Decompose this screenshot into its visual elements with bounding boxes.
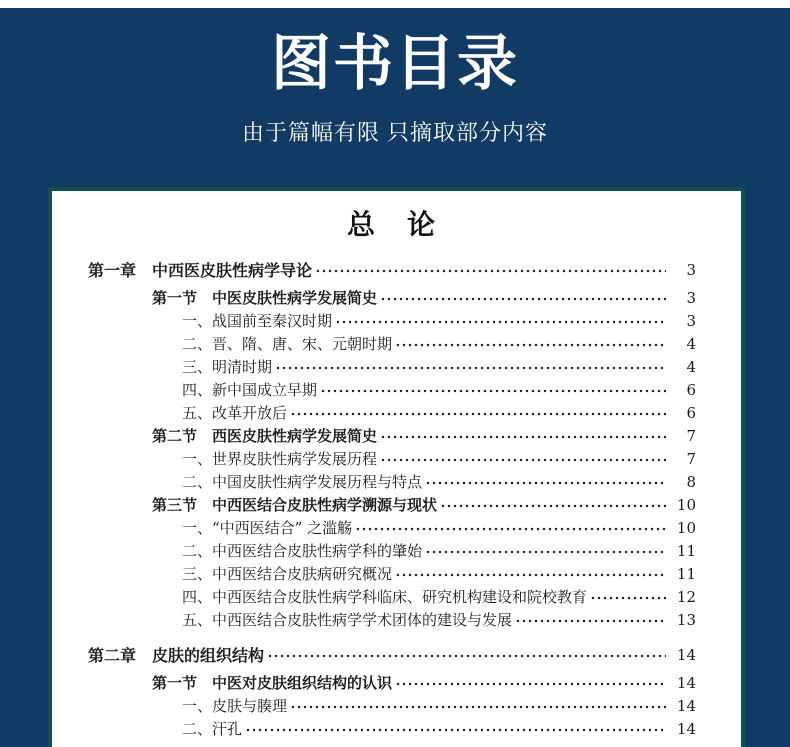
toc-entry-page: 7: [686, 427, 696, 445]
toc-entry: [88, 718, 696, 741]
toc-entry-page: 11: [676, 542, 696, 560]
dot-leader: [267, 644, 666, 667]
toc-entry: [88, 259, 696, 282]
toc-entry-page: 4: [686, 335, 696, 353]
toc-entry-page: 14: [676, 720, 696, 738]
dot-leader: [440, 494, 666, 517]
toc-entry-label: 第二章 皮肤的组织结构: [88, 646, 265, 665]
toc-entry-label: 一、皮肤与腠理: [182, 697, 288, 715]
toc-entry: [88, 471, 696, 494]
toc-entry-label: 四、新中国成立早期: [182, 381, 318, 399]
dot-leader: [515, 609, 666, 632]
toc-entry-label: 三、明清时期: [182, 358, 273, 376]
dot-leader: [315, 259, 666, 282]
toc-entry-page: 4: [686, 358, 696, 376]
toc-entry-label: 第一节 中医皮肤性病学发展简史: [152, 289, 378, 307]
dot-leader: [395, 333, 666, 356]
toc-entry: [88, 379, 696, 402]
dot-leader: [275, 356, 666, 379]
toc-entry: [88, 586, 696, 609]
dot-leader: [380, 425, 666, 448]
toc-entry: [88, 609, 696, 632]
dot-leader: [395, 672, 666, 695]
dot-leader: [245, 718, 666, 741]
dot-leader: [290, 695, 666, 718]
toc-entry-label: 二、中西医结合皮肤性病学科的肇始: [182, 542, 423, 560]
toc-entry-page: 3: [686, 289, 696, 307]
toc-entry-label: 第三节 中西医结合皮肤性病学溯源与现状: [152, 496, 438, 514]
toc-list: [88, 259, 696, 741]
toc-entry: [88, 356, 696, 379]
toc-entry-label: 二、中国皮肤性病学发展历程与特点: [182, 473, 423, 491]
toc-entry-label: 第一节 中医对皮肤组织结构的认识: [152, 674, 393, 692]
toc-entry: [88, 540, 696, 563]
dot-leader: [290, 402, 666, 425]
banner-title: 图书目录: [271, 30, 519, 97]
dot-leader: [425, 540, 666, 563]
toc-entry: [88, 425, 696, 448]
toc-entry-label: 一、“中西医结合” 之滥觞: [182, 519, 353, 537]
toc-entry-page: 8: [686, 473, 696, 491]
dot-leader: [395, 563, 666, 586]
dot-leader: [320, 379, 666, 402]
toc-entry-page: 14: [676, 697, 696, 715]
toc-entry-page: 3: [686, 312, 696, 330]
dot-leader: [380, 448, 666, 471]
toc-entry-label: 一、世界皮肤性病学发展历程: [182, 450, 378, 468]
toc-entry-label: 五、中西医结合皮肤性病学学术团体的建设与发展: [182, 611, 513, 629]
toc-entry: [88, 287, 696, 310]
dot-leader: [335, 310, 666, 333]
toc-entry-page: 7: [686, 450, 696, 468]
banner: [0, 30, 790, 147]
toc-entry: [88, 563, 696, 586]
toc-entry-page: 6: [686, 381, 696, 399]
toc-entry-label: 第二节 西医皮肤性病学发展简史: [152, 427, 378, 445]
toc-entry-page: 12: [676, 588, 696, 606]
toc-entry-page: 3: [686, 261, 696, 279]
toc-entry: [88, 644, 696, 667]
toc-entry-page: 14: [676, 674, 696, 692]
toc-entry: [88, 695, 696, 718]
toc-entry: [88, 448, 696, 471]
toc-entry: [88, 333, 696, 356]
toc-entry-page: 13: [676, 611, 696, 629]
toc-entry-page: 11: [676, 565, 696, 583]
toc-entry-label: 一、战国前至秦汉时期: [182, 312, 333, 330]
toc-entry-label: 四、中西医结合皮肤性病学科临床、研究机构建设和院校教育: [182, 588, 588, 606]
dot-leader: [380, 287, 666, 310]
toc-entry-label: 五、改革开放后: [182, 404, 288, 422]
toc-entry-page: 10: [676, 519, 696, 537]
toc-entry-label: 二、晋、隋、唐、宋、元朝时期: [182, 335, 393, 353]
toc-entry: [88, 310, 696, 333]
dot-leader: [355, 517, 666, 540]
dot-leader: [590, 586, 666, 609]
toc-entry-page: 14: [676, 646, 696, 664]
toc-entry-label: 第一章 中西医皮肤性病学导论: [88, 261, 313, 280]
toc-page: [48, 187, 745, 747]
banner-subtitle: 由于篇幅有限 只摘取部分内容: [241, 120, 549, 145]
toc-entry-page: 10: [676, 496, 696, 514]
toc-entry: [88, 494, 696, 517]
toc-heading: 总 论: [346, 208, 437, 241]
toc-entry: [88, 672, 696, 695]
toc-entry: [88, 517, 696, 540]
top-white-strip: [0, 0, 790, 8]
toc-entry-page: 6: [686, 404, 696, 422]
toc-entry-label: 三、中西医结合皮肤病研究概况: [182, 565, 393, 583]
toc-entry-label: 二、汗孔: [182, 720, 243, 738]
toc-entry: [88, 402, 696, 425]
dot-leader: [425, 471, 666, 494]
